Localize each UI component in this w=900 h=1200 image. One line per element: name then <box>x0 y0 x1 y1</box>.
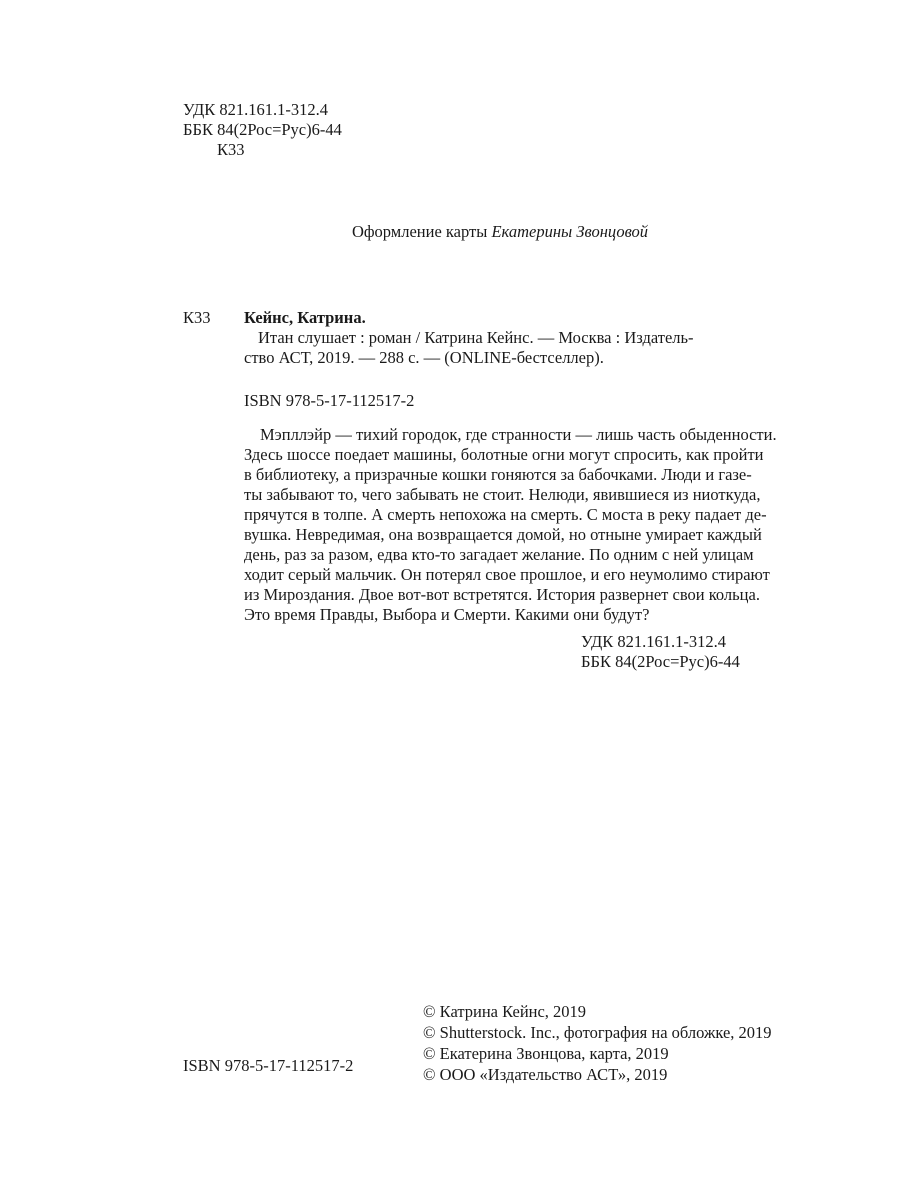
isbn-bottom: ISBN 978-5-17-112517-2 <box>183 1056 354 1075</box>
annotation-line: в библиотеку, а призрачные кошки гоняются за бабочками. Люди и газе- <box>244 465 752 484</box>
annotation-line: ходит серый мальчик. Он потерял свое прошлое, и его неумолимо стирают <box>244 565 770 584</box>
record-title-line-2: ство АСТ, 2019. — 288 с. — (ONLINE-бестселлер). <box>244 348 604 367</box>
copyright-line: © Катрина Кейнс, 2019 <box>423 1002 587 1021</box>
annotation-line: из Мироздания. Двое вот-вот встретятся. История развернет свои кольца. <box>244 585 760 604</box>
annotation-line: ты забывают то, чего забывать не стоит. Нелюди, явившиеся из ниоткуда, <box>244 485 761 504</box>
annotation-line: Здесь шоссе поедает машины, болотные огни могут спросить, как пройти <box>244 445 764 464</box>
annotation-line: Мэпллэйр — тихий городок, где странности — лишь часть обыденности. <box>260 425 777 444</box>
classification-codes-bottom <box>581 632 740 672</box>
record-author: Кейнс, Катрина. <box>244 308 366 327</box>
annotation-line: Это время Правды, Выбора и Смерти. Какими они будут? <box>244 605 650 624</box>
annotation-line: вушка. Невредимая, она возвращается домой, но отныне умирает каждый <box>244 525 762 544</box>
annotation <box>244 425 777 625</box>
udk-code: УДК 821.161.1-312.4 <box>183 100 329 119</box>
author-mark: К33 <box>217 140 245 159</box>
map-credit-prefix: Оформление карты <box>351 222 488 241</box>
bibliographic-record <box>244 308 749 368</box>
map-credit <box>0 222 900 242</box>
copyright-line: © Shutterstock. Inc., фотография на обложке, 2019 <box>423 1023 772 1042</box>
bbk-code-bottom: ББК 84(2Рос=Рус)6-44 <box>581 652 740 671</box>
bbk-code: ББК 84(2Рос=Рус)6-44 <box>183 120 342 139</box>
classification-codes-top <box>183 100 342 160</box>
copyright-line: © ООО «Издательство АСТ», 2019 <box>423 1065 668 1084</box>
annotation-line: прячутся в толпе. А смерть непохожа на смерть. С моста в реку падает де- <box>244 505 767 524</box>
record-title-line-1: Итан слушает : роман / Катрина Кейнс. — Москва : Издатель- <box>258 328 694 347</box>
record-isbn: ISBN 978-5-17-112517-2 <box>244 391 415 410</box>
map-credit-name: Екатерины Звонцовой <box>491 222 649 241</box>
udk-code-bottom: УДК 821.161.1-312.4 <box>581 632 727 651</box>
record-author-mark: К33 <box>183 308 211 327</box>
annotation-line: день, раз за разом, едва кто-то загадает желание. По одним с ней улицам <box>244 545 754 564</box>
copyright-line: © Екатерина Звонцова, карта, 2019 <box>423 1044 669 1063</box>
copyright-block <box>423 1002 772 1086</box>
